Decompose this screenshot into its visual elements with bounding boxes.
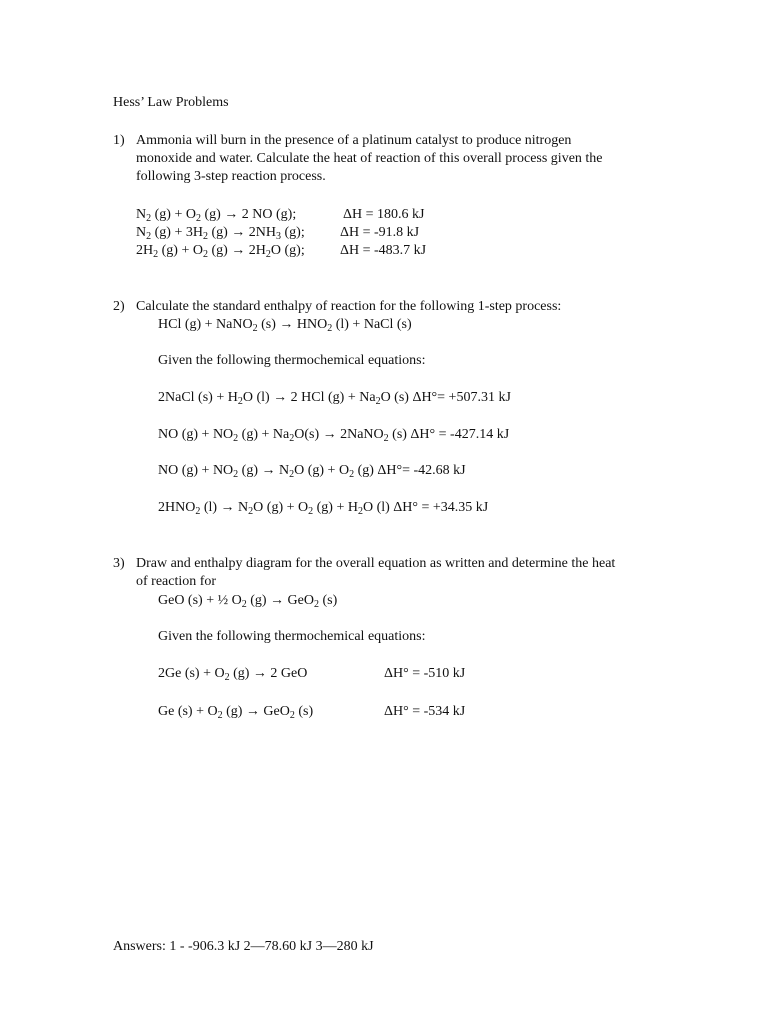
problem-1-enthalpy-2: ΔH = -91.8 kJ bbox=[340, 225, 420, 240]
problem-2-equation-3 bbox=[158, 462, 466, 480]
subscript: 2 bbox=[237, 396, 243, 407]
problem-1-equation-2 bbox=[136, 224, 305, 242]
problem-2-target-equation bbox=[158, 316, 412, 334]
subscript: 2 bbox=[289, 710, 295, 721]
subscript: 2 bbox=[349, 469, 355, 480]
subscript: 2 bbox=[146, 213, 152, 224]
subscript: 2 bbox=[241, 599, 247, 610]
subscript: 2 bbox=[289, 433, 295, 444]
subscript: 2 bbox=[248, 506, 254, 517]
subscript: 2 bbox=[252, 323, 258, 334]
problem-2-given: Given the following thermochemical equations: bbox=[158, 353, 426, 368]
eq-text: O (g) + O bbox=[294, 463, 350, 478]
problem-2-equation-2 bbox=[158, 426, 509, 444]
subscript: 2 bbox=[383, 433, 389, 444]
subscript: 2 bbox=[357, 506, 363, 517]
eq-text: 2HNO bbox=[158, 500, 196, 515]
eq-text: (g) → GeO bbox=[222, 704, 290, 719]
problem-1-enthalpy-1: ΔH = 180.6 kJ bbox=[343, 207, 425, 222]
problem-3-given: Given the following thermochemical equations: bbox=[158, 629, 426, 644]
eq-text: (g) → 2H bbox=[207, 243, 266, 258]
subscript: 2 bbox=[233, 433, 239, 444]
page-title: Hess’ Law Problems bbox=[113, 95, 229, 110]
problem-1-line-2: monoxide and water. Calculate the heat of reaction of this overall process given the bbox=[136, 151, 603, 166]
problem-3-line-2: of reaction for bbox=[136, 574, 217, 589]
eq-text: (l) + NaCl (s) bbox=[332, 317, 412, 332]
eq-text: (g); bbox=[281, 225, 305, 240]
problem-3-line-1: Draw and enthalpy diagram for the overall equation as written and determine the heat bbox=[136, 556, 616, 571]
problem-2-equation-4 bbox=[158, 499, 488, 517]
eq-text: 2H bbox=[136, 243, 154, 258]
eq-text: NO (g) + NO bbox=[158, 427, 234, 442]
eq-text: HCl (g) + NaNO bbox=[158, 317, 253, 332]
eq-text: (g) + Na bbox=[238, 427, 290, 442]
answers: Answers: 1 - -906.3 kJ 2—78.60 kJ 3—280 kJ bbox=[113, 939, 374, 954]
subscript: 2 bbox=[195, 506, 201, 517]
eq-text: (g) → N bbox=[238, 463, 290, 478]
eq-text: (g) + H bbox=[313, 500, 358, 515]
eq-text: (s) → HNO bbox=[257, 317, 328, 332]
subscript: 2 bbox=[195, 213, 201, 224]
eq-text: (g) + 3H bbox=[151, 225, 203, 240]
subscript: 2 bbox=[202, 249, 208, 260]
eq-text: O (l) ΔH° = +34.35 kJ bbox=[362, 500, 489, 515]
subscript: 2 bbox=[313, 599, 319, 610]
subscript: 2 bbox=[289, 469, 295, 480]
eq-text: N bbox=[136, 207, 147, 222]
problem-1-equation-1 bbox=[136, 206, 296, 224]
subscript: 2 bbox=[146, 231, 152, 242]
eq-text: O (l) → 2 HCl (g) + Na bbox=[242, 390, 376, 405]
problem-2-equation-1 bbox=[158, 389, 511, 407]
problem-3-equation-2 bbox=[158, 703, 313, 721]
eq-text: O (g) + O bbox=[253, 500, 309, 515]
eq-text: (g) + O bbox=[158, 243, 203, 258]
subscript: 2 bbox=[233, 469, 239, 480]
subscript: 2 bbox=[265, 249, 271, 260]
problem-3-equation-1 bbox=[158, 665, 307, 683]
eq-text: (s) ΔH° = -427.14 kJ bbox=[388, 427, 510, 442]
problem-1-line-3: following 3-step reaction process. bbox=[136, 169, 326, 184]
eq-text: (l) → N bbox=[200, 500, 249, 515]
eq-text: NO (g) + NO bbox=[158, 463, 234, 478]
eq-text: 2NaCl (s) + H bbox=[158, 390, 238, 405]
problem-3-number: 3) bbox=[113, 556, 125, 571]
subscript: 2 bbox=[308, 506, 314, 517]
subscript: 2 bbox=[224, 672, 230, 683]
eq-text: Ge (s) + O bbox=[158, 704, 218, 719]
subscript: 2 bbox=[153, 249, 159, 260]
eq-text: (g) → GeO bbox=[246, 593, 314, 608]
problem-2-intro: Calculate the standard enthalpy of reaction for the following 1-step process: bbox=[136, 299, 562, 314]
problem-3-enthalpy-1: ΔH° = -510 kJ bbox=[384, 666, 466, 681]
eq-text: (s) bbox=[294, 704, 314, 719]
eq-text: O (s) ΔH°= +507.31 kJ bbox=[380, 390, 511, 405]
problem-1-equation-3 bbox=[136, 242, 305, 260]
eq-text: 2Ge (s) + O bbox=[158, 666, 225, 681]
subscript: 2 bbox=[375, 396, 381, 407]
problem-1-line-1: Ammonia will burn in the presence of a platinum catalyst to produce nitrogen bbox=[136, 133, 572, 148]
eq-text: (s) bbox=[318, 593, 338, 608]
eq-text: (g) ΔH°= -42.68 kJ bbox=[354, 463, 466, 478]
subscript: 2 bbox=[217, 710, 223, 721]
subscript: 2 bbox=[327, 323, 333, 334]
subscript: 3 bbox=[276, 231, 282, 242]
problem-1-number: 1) bbox=[113, 133, 125, 148]
eq-text: GeO (s) + ½ O bbox=[158, 593, 242, 608]
eq-text: O(s) → 2NaNO bbox=[294, 427, 384, 442]
eq-text: N bbox=[136, 225, 147, 240]
problem-3-enthalpy-2: ΔH° = -534 kJ bbox=[384, 704, 466, 719]
eq-text: (g) → 2NH bbox=[207, 225, 277, 240]
subscript: 2 bbox=[202, 231, 208, 242]
problem-1-enthalpy-3: ΔH = -483.7 kJ bbox=[340, 243, 427, 258]
eq-text: O (g); bbox=[270, 243, 305, 258]
eq-text: (g) + O bbox=[151, 207, 196, 222]
problem-2-number: 2) bbox=[113, 299, 125, 314]
eq-text: (g) → 2 GeO bbox=[229, 666, 308, 681]
problem-3-target-equation bbox=[158, 592, 337, 610]
eq-text: (g) → 2 NO (g); bbox=[200, 207, 297, 222]
